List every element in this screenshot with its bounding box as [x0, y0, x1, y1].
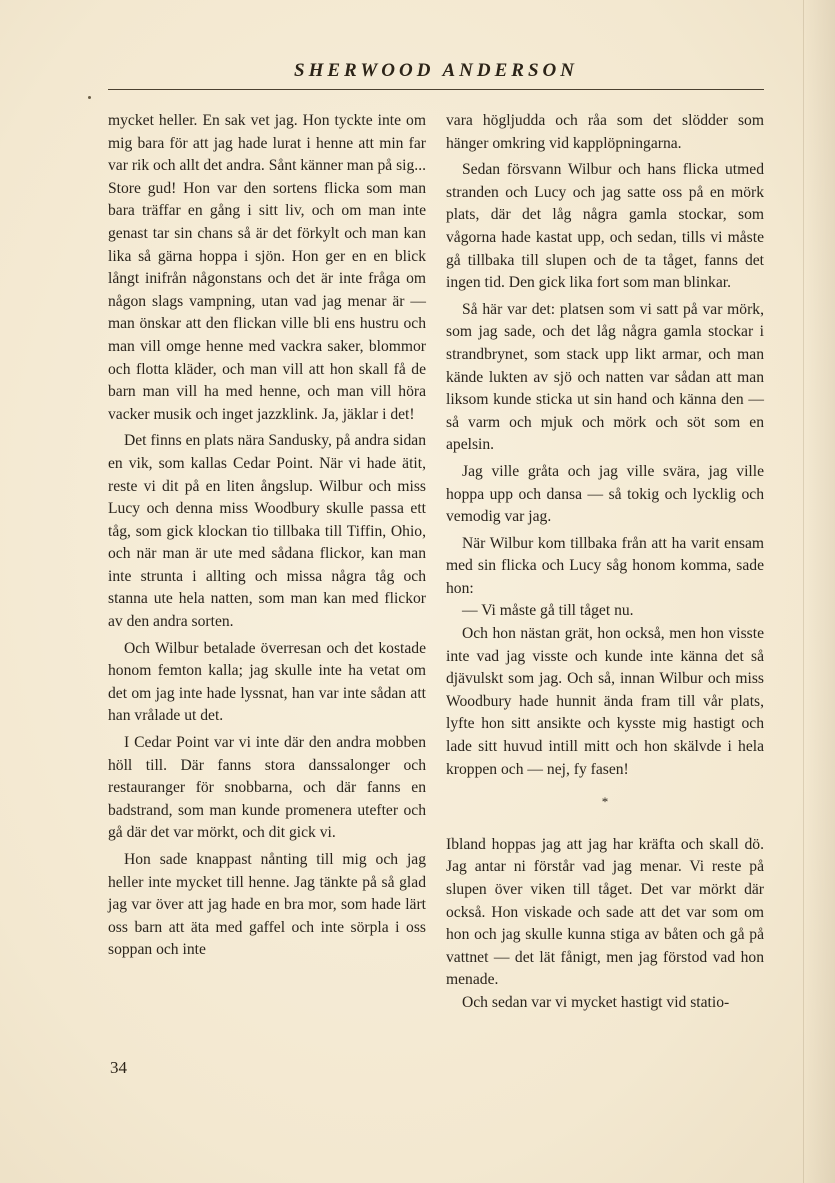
paragraph: Och Wilbur betalade överresan och det kostade honom femton kalla; jag skulle inte ha vetat om det om jag inte hade lyssnat, han var inte sådan att han vrålade ut det. — [108, 639, 426, 725]
paragraph: Jag ville gråta och jag ville svära, jag ville hoppa upp och dansa — så tokig och lycklig och vemodig var jag. — [446, 462, 764, 526]
paragraph: Sedan försvann Wilbur och hans flicka utmed stranden och Lucy och jag satte oss på en mörk plats, där det låg några gamla stockar, som vågorna hade kastat upp, och sedan, tills vi måste gå tillbaka till slupen och de ta tåget, fanns det ingen tid. Den gick lika fort som man blinkar. — [446, 161, 764, 292]
page-fold-line — [803, 0, 804, 1183]
paragraph: — Vi måste gå till tåget nu. — [462, 602, 634, 620]
paragraph: Så här var det: platsen som vi satt på var mörk, som jag sade, och det låg några gamla stockar i strandbrynet, som stack upp likt armar, och man kände lukten av sjö och natten var sådan att man liksom kunde sticka ut sin hand och känna den — så varm och mjuk och mörk och söt som en apelsin. — [446, 300, 764, 454]
right-column — [446, 110, 764, 1015]
paragraph: mycket heller. En sak vet jag. Hon tyckte inte om mig bara för att jag hade lurat i henne att min far var rik och allt det andra. Sånt känner man på sig... Store gud! Hon var den sortens flicka som man bara träffar en gång i sitt liv, och om man inte genast tar sin chans så är det förkylt och man kan lika så gärna hoppa i sjön. Hon ger en en blick långt inifrån någonstans och det är inte fråga om någon slags vampning, utan vad jag menar är — man önskar att den flickan ville bli ens hustru och man vill omge henne med vackra saker, blommor och flotta kläder, och man vill att hon skall få de barn man vill ha med henne, och man vill höra vacker musik och inget jazzklink. Ja, jäklar i det! — [108, 112, 426, 423]
running-header: SHERWOOD ANDERSON — [294, 60, 578, 81]
paragraph: I Cedar Point var vi inte där den andra mobben höll till. Där fanns stora danssalonger och restauranger för snobbarna, och där fanns en badstrand, som man kunde promenera utefter och gå där det var mörkt, och dit gick vi. — [108, 734, 426, 842]
paragraph: Och sedan var vi mycket hastigt vid statio- — [462, 993, 730, 1011]
paragraph: Och hon nästan grät, hon också, men hon visste inte vad jag visste och kunde inte känna det så djävulskt som jag. Och så, innan Wilbur och miss Woodbury hade hunnit ända fram till vår plats, lyfte hon sitt ansikte och kysste mig hastigt och lade sitt huvud intill mitt och hon skälvde i hela kroppen och — nej, fy fasen! — [446, 625, 764, 778]
paragraph: Ibland hoppas jag att jag har kräfta och skall dö. Jag antar ni förstår vad jag menar. Vi reste på slupen över viken till tåget. Det var mörkt där också. Hon viskade och sade att det var som om hon och jag skulle kunna stiga av båten och gå på vattnet — det lät fånigt, men jag förstod vad hon menade. — [446, 835, 764, 989]
left-column — [108, 110, 426, 962]
header-rule — [108, 89, 764, 90]
section-separator: * — [601, 794, 609, 810]
paragraph: Hon sade knappast nånting till mig och jag heller inte mycket till henne. Jag tänkte på så glad jag var över att jag hade en bra mor, som hade lärt oss barn att äta med gaffel och inte sörpla i oss soppan och inte — [108, 851, 426, 959]
page-edge-shadow — [805, 0, 835, 1183]
paragraph: Det finns en plats nära Sandusky, på andra sidan en vik, som kallas Cedar Point. När vi hade ätit, reste vi dit på en liten ångslup. Wilbur och miss Lucy och denna miss Woodbury skulle passa ett tåg, som gick klockan tio tillbaka till Tiffin, Ohio, och när man är ute med sådana flickor, kan man inte strunta i allting och missa några tåg och stanna ute hela natten, som man kan med flickor av den andra sorten. — [108, 432, 426, 631]
margin-dot — [88, 96, 91, 99]
page-number: 34 — [110, 1058, 127, 1077]
paragraph: vara högljudda och råa som det slödder som hänger omkring vid kapplöpningarna. — [446, 112, 764, 152]
paragraph: När Wilbur kom tillbaka från att ha varit ensam med sin flicka och Lucy såg honom komma, sade hon: — [446, 534, 764, 597]
